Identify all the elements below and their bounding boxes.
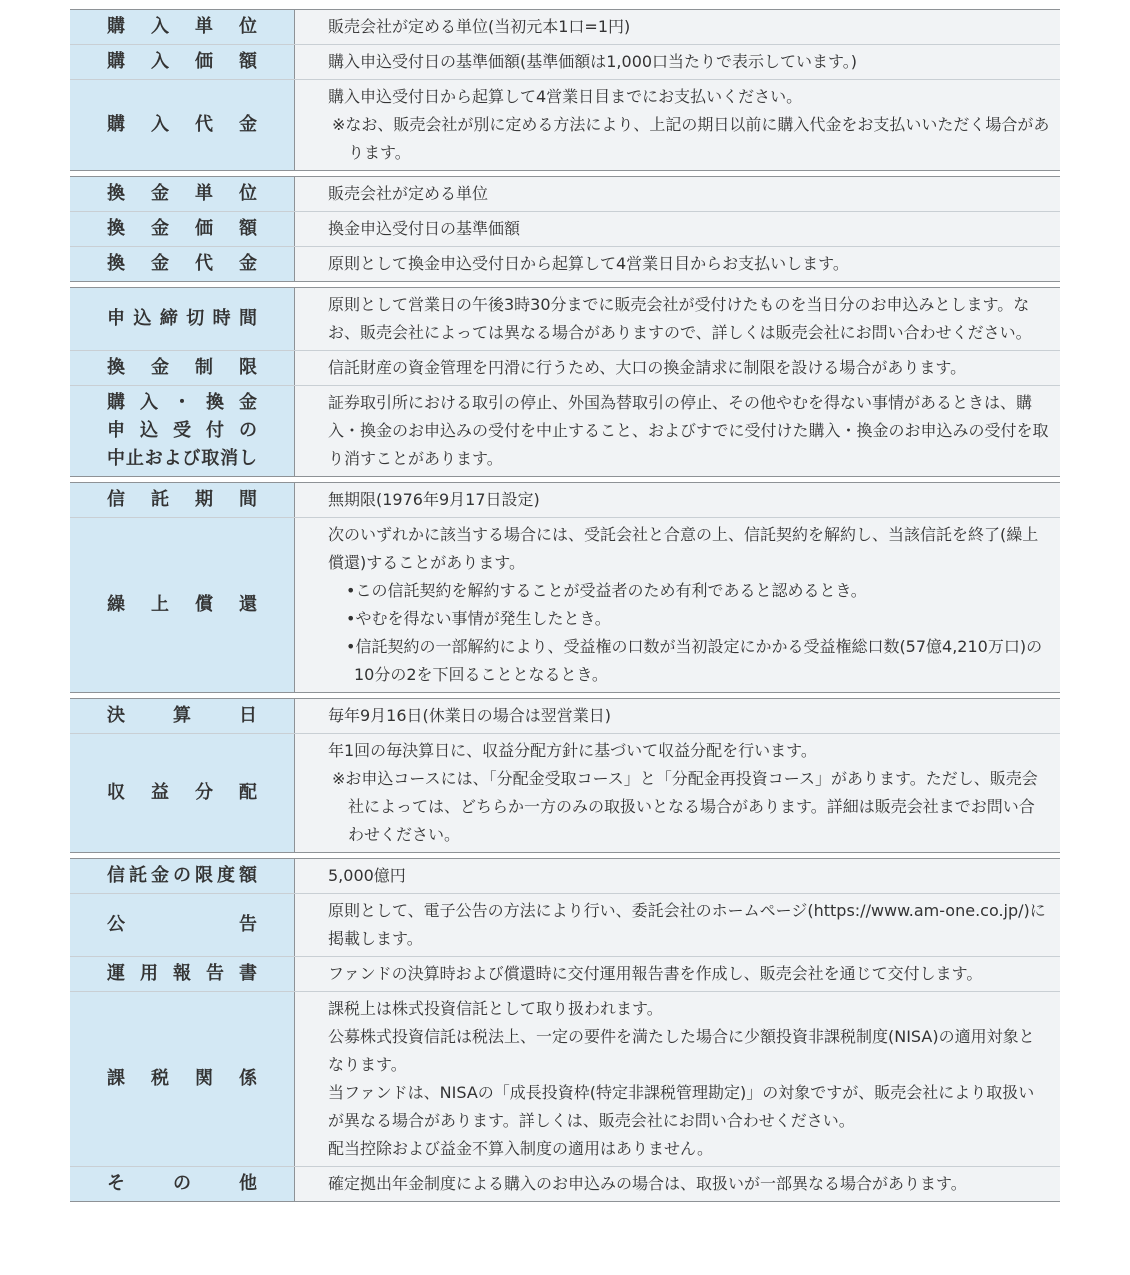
row-label-cell [70, 351, 295, 385]
value-text: 購入申込受付日の基準価額(基準価額は1,000口当たりで表示しています。) [328, 52, 858, 71]
table-row [70, 350, 1060, 385]
row-label-cell [70, 45, 295, 79]
row-value-cell [295, 992, 1060, 1166]
table-group [70, 9, 1060, 171]
row-label: 購入単位 [107, 16, 257, 37]
row-label-line: 購入・換金 [107, 392, 257, 413]
value-text: 原則として、電子公告の方法により行い、委託会社のホームページ(https://www.am-one.co.jp/)に掲載します。 [328, 901, 1046, 948]
row-label: その他 [107, 1173, 257, 1194]
row-value-cell [295, 734, 1060, 852]
row-label-cell [70, 80, 295, 170]
note-text: ※なお、販売会社が別に定める方法により、上記の期日以前に購入代金をお支払いいただく場合があります。 [332, 115, 1050, 162]
row-value-cell [295, 386, 1060, 476]
table-group [70, 858, 1060, 1202]
value-text: 5,000億円 [328, 866, 406, 885]
value-text: 販売会社が定める単位 [328, 184, 489, 203]
row-label-cell [70, 894, 295, 956]
row-label-cell [70, 177, 295, 211]
table-row [70, 956, 1060, 991]
bullet-item: •信託契約の一部解約により、受益権の口数が当初設定にかかる受益権総口数(57億4,210万口)の10分の2を下回ることとなるとき。 [346, 637, 1043, 684]
row-label-line: 中止および取消し [107, 448, 257, 469]
row-label-cell [70, 10, 295, 44]
table-group [70, 287, 1060, 477]
row-value-cell [295, 518, 1060, 692]
value-text: 証券取引所における取引の停止、外国為替取引の停止、その他やむを得ない事情があるときは、購入・換金のお申込みの受付を中止すること、およびすでに受付けた購入・換金のお申込みの受付を取り消すことがあります。 [328, 393, 1049, 468]
row-label: 換金単位 [107, 183, 257, 204]
row-label: 換金制限 [107, 357, 257, 378]
row-value-cell [295, 699, 1060, 733]
row-label-cell [70, 212, 295, 246]
value-text: ファンドの決算時および償還時に交付運用報告書を作成し、販売会社を通じて交付します。 [328, 964, 983, 983]
fund-terms-table [70, 9, 1060, 1202]
value-text: 毎年9月16日(休業日の場合は翌営業日) [328, 706, 612, 725]
table-row [70, 246, 1060, 281]
row-label: 申込締切時間 [107, 308, 257, 329]
value-text: 当ファンドは、NISAの「成長投資枠(特定非課税管理勘定)」の対象ですが、販売会社により取扱いが異なる場合があります。詳しくは、販売会社にお問い合わせください。 [328, 1083, 1035, 1130]
value-text: 次のいずれかに該当する場合には、受託会社と合意の上、信託契約を解約し、当該信託を終了(繰上償還)することがあります。 [328, 525, 1039, 572]
row-label-cell [70, 1167, 295, 1201]
row-value-cell [295, 80, 1060, 170]
table-row [70, 385, 1060, 476]
table-row [70, 211, 1060, 246]
row-label: 信託金の限度額 [107, 865, 257, 886]
row-label: 決算日 [107, 705, 257, 726]
table-row [70, 10, 1060, 44]
bullet-item: •この信託契約を解約することが受益者のため有利であると認めるとき。 [346, 581, 867, 600]
row-label-cell [70, 699, 295, 733]
table-row [70, 517, 1060, 692]
table-group [70, 176, 1060, 282]
row-label-cell [70, 483, 295, 517]
value-text: 無期限(1976年9月17日設定) [328, 490, 540, 509]
value-text: 配当控除および益金不算入制度の適用はありません。 [328, 1139, 713, 1158]
row-value-cell [295, 894, 1060, 956]
row-value-cell [295, 212, 1060, 246]
value-text: 換金申込受付日の基準価額 [328, 219, 521, 238]
row-value-cell [295, 288, 1060, 350]
row-label-cell [70, 247, 295, 281]
row-label-line: 申込受付の [107, 420, 257, 441]
row-value-cell [295, 10, 1060, 44]
table-row [70, 44, 1060, 79]
value-text: 販売会社が定める単位(当初元本1口=1円) [328, 17, 631, 36]
row-value-cell [295, 351, 1060, 385]
row-label: 購入価額 [107, 51, 257, 72]
table-row [70, 177, 1060, 211]
row-value-cell [295, 177, 1060, 211]
table-row [70, 288, 1060, 350]
table-row [70, 991, 1060, 1166]
row-label: 課税関係 [107, 1068, 257, 1089]
row-label: 購入代金 [107, 114, 257, 135]
table-row [70, 893, 1060, 956]
row-value-cell [295, 247, 1060, 281]
row-label: 信託期間 [107, 489, 257, 510]
row-label: 公告 [107, 914, 257, 935]
value-text: 公募株式投資信託は税法上、一定の要件を満たした場合に少額投資非課税制度(NISA)の適用対象となります。 [328, 1027, 1035, 1074]
note-text: ※お申込コースには、「分配金受取コース」と「分配金再投資コース」があります。ただし、販売会社によっては、どちらか一方のみの取扱いとなる場合があります。詳細は販売会社までお問い合わせください。 [332, 769, 1038, 844]
row-label: 繰上償還 [107, 594, 257, 615]
value-text: 購入申込受付日から起算して4営業日目までにお支払いください。 [328, 87, 803, 106]
value-text: 原則として営業日の午後3時30分までに販売会社が受付けたものを当日分のお申込みとします。なお、販売会社によっては異なる場合がありますので、詳しくは販売会社にお問い合わせください。 [328, 295, 1032, 342]
value-text: 信託財産の資金管理を円滑に行うため、大口の換金請求に制限を設ける場合があります。 [328, 358, 967, 377]
row-label: 運用報告書 [107, 963, 257, 984]
row-value-cell [295, 859, 1060, 893]
value-text: 課税上は株式投資信託として取り扱われます。 [328, 999, 663, 1018]
table-group [70, 698, 1060, 853]
row-value-cell [295, 45, 1060, 79]
table-row [70, 483, 1060, 517]
row-label: 換金価額 [107, 218, 257, 239]
value-text: 年1回の毎決算日に、収益分配方針に基づいて収益分配を行います。 [328, 741, 817, 760]
row-value-cell [295, 483, 1060, 517]
value-text: 原則として換金申込受付日から起算して4営業日目からお支払いします。 [328, 254, 849, 273]
row-value-cell [295, 1167, 1060, 1201]
table-row [70, 733, 1060, 852]
row-label-cell [70, 288, 295, 350]
row-label-cell [70, 992, 295, 1166]
row-label-cell [70, 957, 295, 991]
row-label-cell [70, 386, 295, 476]
row-label-cell [70, 518, 295, 692]
table-row [70, 79, 1060, 170]
row-label-cell [70, 734, 295, 852]
row-label [107, 389, 257, 473]
row-value-cell [295, 957, 1060, 991]
table-row [70, 699, 1060, 733]
value-text: 確定拠出年金制度による購入のお申込みの場合は、取扱いが一部異なる場合があります。 [328, 1174, 967, 1193]
table-row [70, 1166, 1060, 1201]
row-label: 換金代金 [107, 253, 257, 274]
row-label: 収益分配 [107, 782, 257, 803]
bullet-item: •やむを得ない事情が発生したとき。 [346, 609, 611, 628]
table-row [70, 859, 1060, 893]
row-label-cell [70, 859, 295, 893]
table-group [70, 482, 1060, 693]
